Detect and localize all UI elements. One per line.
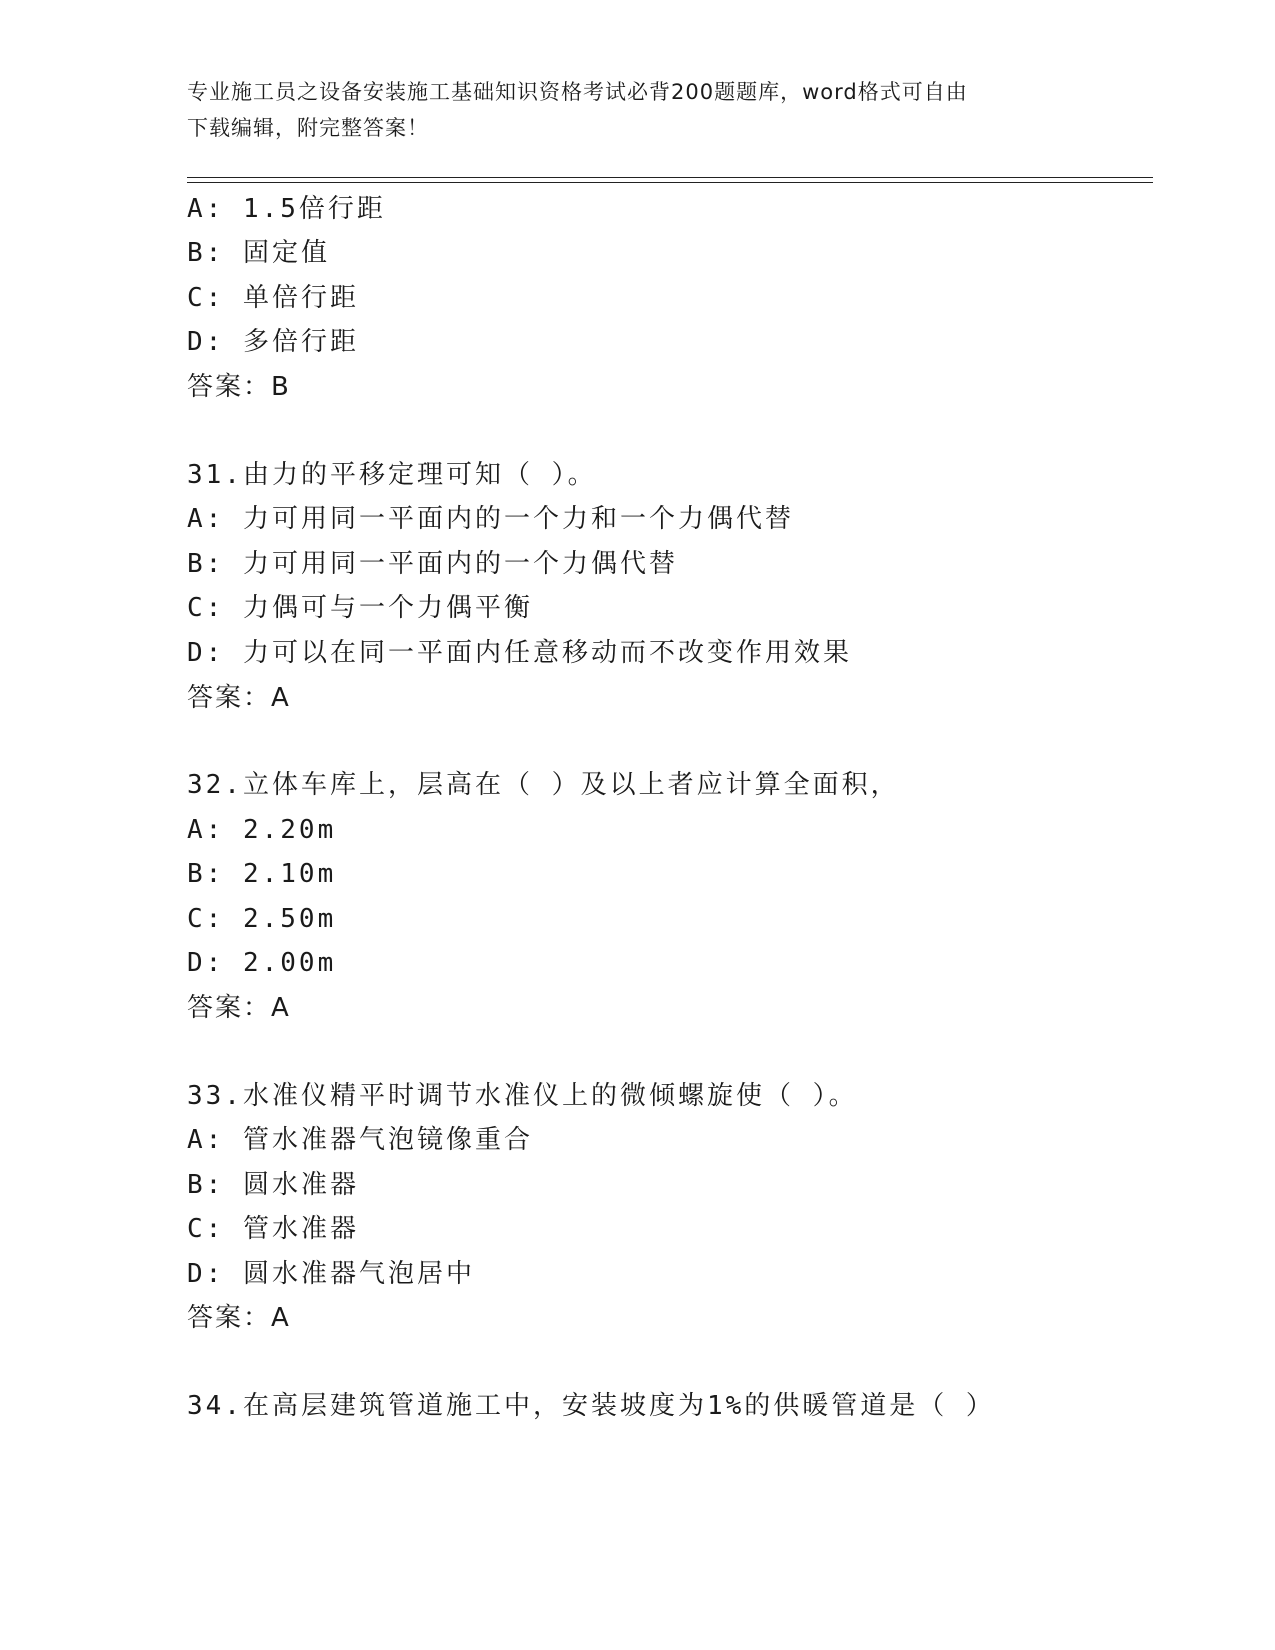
q31-answer: 答案：A bbox=[187, 683, 291, 713]
q32-option-b: B: 2.10m bbox=[187, 859, 337, 889]
q32-answer: 答案：A bbox=[187, 993, 291, 1023]
q34-question: 34.在高层建筑管道施工中，安装坡度为1%的供暖管道是（ ） bbox=[187, 1391, 995, 1421]
q31-option-d: D: 力可以在同一平面内任意移动而不改变作用效果 bbox=[187, 638, 852, 668]
header-divider-top bbox=[187, 177, 1153, 178]
q32-question: 32.立体车库上，层高在（ ）及以上者应计算全面积， bbox=[187, 770, 900, 800]
q30-answer: 答案：B bbox=[187, 372, 291, 402]
q33-answer: 答案：A bbox=[187, 1303, 291, 1333]
q30-option-a: A: 1.5倍行距 bbox=[187, 194, 386, 224]
q30-option-c: C: 单倍行距 bbox=[187, 283, 359, 313]
q32-option-a: A: 2.20m bbox=[187, 815, 337, 845]
document-header bbox=[187, 74, 1067, 146]
q30-option-d: D: 多倍行距 bbox=[187, 327, 359, 357]
q32-option-d: D: 2.00m bbox=[187, 948, 337, 978]
q33-option-d: D: 圆水准器气泡居中 bbox=[187, 1259, 475, 1289]
q33-option-b: B: 圆水准器 bbox=[187, 1170, 359, 1200]
q31-option-c: C: 力偶可与一个力偶平衡 bbox=[187, 593, 533, 623]
q33-question: 33.水准仪精平时调节水准仪上的微倾螺旋使（ ）。 bbox=[187, 1081, 858, 1111]
q30-option-b: B: 固定值 bbox=[187, 238, 330, 268]
header-line-2: 下载编辑，附完整答案！ bbox=[187, 116, 429, 140]
q33-option-c: C: 管水准器 bbox=[187, 1214, 359, 1244]
q31-question: 31.由力的平移定理可知（ ）。 bbox=[187, 460, 597, 490]
q33-option-a: A: 管水准器气泡镜像重合 bbox=[187, 1125, 533, 1155]
header-line-1: 专业施工员之设备安装施工基础知识资格考试必背200题题库，word格式可自由 bbox=[187, 80, 968, 104]
q31-option-b: B: 力可用同一平面内的一个力偶代替 bbox=[187, 549, 678, 579]
q31-option-a: A: 力可用同一平面内的一个力和一个力偶代替 bbox=[187, 504, 794, 534]
header-divider-bottom bbox=[187, 182, 1153, 183]
q32-option-c: C: 2.50m bbox=[187, 904, 337, 934]
